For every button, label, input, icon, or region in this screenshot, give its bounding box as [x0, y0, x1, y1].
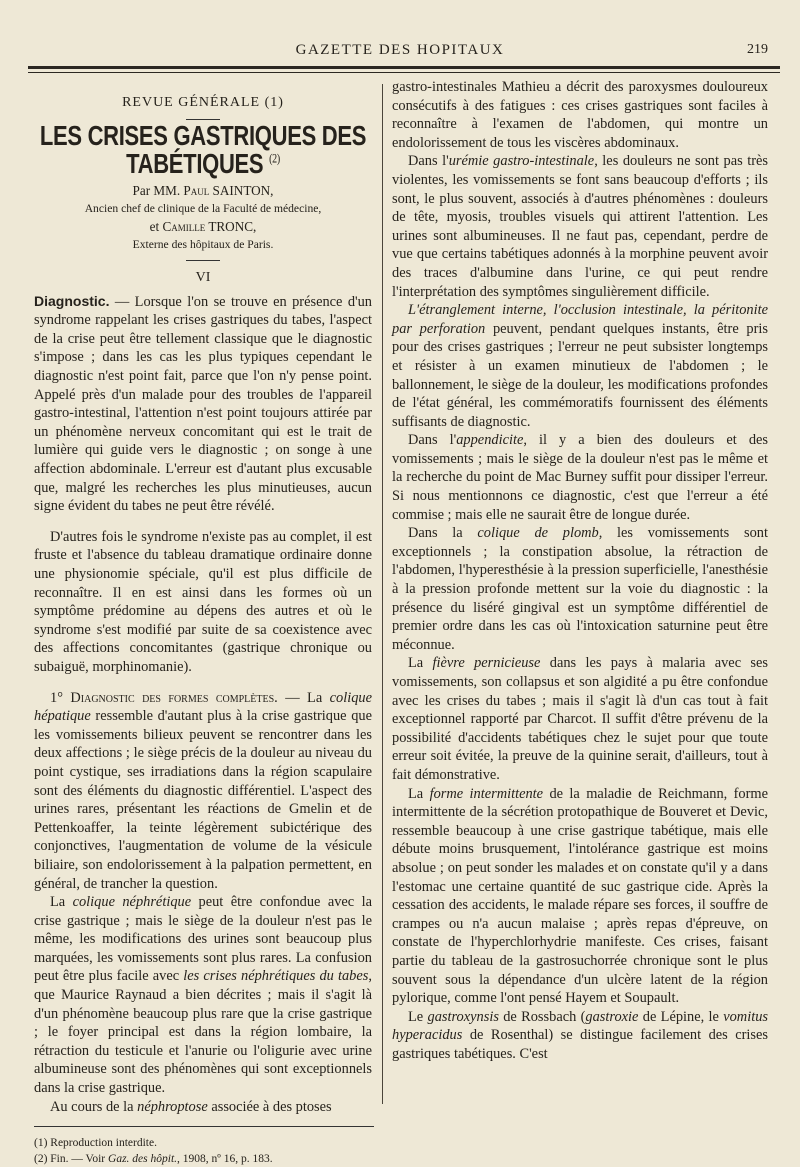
section-kicker: REVUE GÉNÉRALE (1): [122, 95, 284, 110]
text-span: (2) Fin. — Voir: [34, 1153, 109, 1166]
text-span: Au cours de la: [50, 1098, 138, 1115]
text-span: La: [408, 655, 433, 672]
paragraph-diagnostic: [34, 292, 372, 516]
term-forme-intermittente: forme intermittente: [429, 785, 544, 802]
text-span: La: [408, 785, 430, 802]
term-crises-nephretiques: les crises néphrétiques du tabes: [183, 968, 369, 985]
footnote-1: (1) Reproduction interdite.: [34, 1137, 157, 1150]
journal-ref: Gaz. des hôpit.: [108, 1153, 178, 1166]
paragraph-fievre: [392, 654, 768, 784]
paragraph-forme-intermittente: [392, 785, 768, 1008]
term-vomitus: vomitus hyperacidus: [392, 1008, 768, 1044]
text-span: peuvent, pendant quelques instants, être pris pour des crises gastriques ; l'erreur ne peut subsister longtemps et résister à un examen minutieux de l'abdomen ; le ballonnement, le siège de la douleur, les modifications profondes de l'état général, les commémoratifs fournissent des éléments suffisants de diagnostic.: [392, 320, 768, 430]
paragraph-diagnostic-text: — Lorsque l'on se trouve en présence d'un syndrome rappelant les crises gastriques du tabes, l'aspect de la crise peut être tellement classique que le diagnostic s'impose ; dans les cas les plus typiques cependant le diagnostic n'est point fait, parce que l'on n'y pense point. Appelé près d'un malade pour des troubles de l'appareil gastro-intestinal, l'attention n'est point toujours attirée par un phénomène nerveux concomitant qui est le trait de lumière qui guide vers le diagnostic ; on songe à une affection abdominale. L'erreur est d'autant plus excusable que, malgré les recherches les plus minutieuses, aucun signe évident du tabes ne peut être révélé.: [34, 293, 372, 515]
section-rule: [186, 260, 220, 261]
author-1-prefix: Par MM.: [132, 183, 184, 199]
column-divider: [382, 84, 383, 1104]
text-span: de Rossbach (: [498, 1008, 586, 1025]
term-fievre-pernicieuse: fièvre pernicieuse: [432, 655, 541, 672]
term-uremie: urémie gastro-intestinale: [448, 153, 595, 170]
article-title: [34, 119, 372, 179]
page-header: [0, 40, 800, 64]
paragraph-gastroxynsis: [392, 1008, 768, 1064]
text-span: ressemble d'autant plus à la crise gastrique que les vomissements bilieux peuvent se rencontrer dans les deux affections ; le siège précis de la douleur au niveau du point cystique, ses irradiations dans la région scapulaire sont des éléments du diagnostic différentiel. L'aspect des urines rares, présentant les réactions de Gmelin et de Pettenkoaffer, la teinte légèrement subictérique des conjonctives, l'augmentation de volume de la vésicule biliaire, son endolorissement à la palpation permettent, en général, de trancher la question.: [34, 708, 372, 892]
text-span: de la maladie de Reichmann, forme intermittente de la sécrétion protopathique de Bouveret et Devic, ressemble beaucoup à une crise gastrique tabétique, mais elle débute moins brusquement, l'intolérance gastrique est moins absolue ; on peut sonder les malades et on constate qu'il y a dans l'estomac une certaine quantité de suc gastrique cide. Après la cessation des accidents, le malade répare ses forces, il souffre de crampes ou n'a aucun malaise ; après repas d'épreuve, on constate de l'hyperchlorhydrie manifeste. Ces crises, faisant partie du tableau de la gastrosuchorrée chronique sont le plus souvent sous la dépendance d'un ulcère latent de la région pylorique, comme l'ont pensé Hayem et Soupault.: [392, 785, 768, 1007]
text-span: , les douleurs ne sont pas très violentes, les vomissements se font sans beaucoup d'efforts ; ils sont, le plus souvent, associés à d'autres phénomènes : douleurs de tête, myosis, troubles visuels qui attirent l'attention. Les urines sont albumineuses. Il ne faut pas, cependant, perdre de vue que certains tabétiques adonnés à la morphine peuvent avoir des traces d'albumine dans l'urine, ce qui peut rendre l'interprétation des symptômes singulièrement difficile.: [392, 153, 769, 300]
paragraph-colique-nephretique: [34, 893, 372, 1098]
text-span: , que Maurice Raynaud a bien décrites ; mais il s'agit là d'un phénomène beaucoup plus rare que la crise gastrique ; le foyer principal est dans la région lombaire, la rétraction du testicule et l'anurie ou l'oligurie avec urine albumineuse sont des phénomènes qui sont exceptionnels dans la crise gastrique.: [34, 968, 372, 1097]
paragraph-appendicite: [392, 431, 768, 524]
text-span: , 1908, nº 16, p. 183.: [177, 1153, 273, 1166]
text-span: — La: [277, 689, 330, 706]
text-span: Le: [408, 1008, 428, 1025]
left-column: [34, 80, 372, 1167]
text-span: de Lépine, le: [638, 1008, 724, 1025]
author-1-rank: Ancien chef de clinique de la Faculté de médecine,: [84, 202, 322, 216]
paragraph-etranglement: [392, 301, 768, 431]
runin-diagnostic: Diagnostic.: [34, 292, 110, 309]
right-column: [392, 78, 768, 1063]
text-span: de Rosenthal) se distingue facilement des crises gastriques tabétiques. C'est: [392, 1027, 768, 1062]
term-gastroxie: gastroxie: [585, 1008, 639, 1025]
paragraph-formes-completes: [34, 689, 372, 894]
title-footnote-ref: (2): [269, 151, 280, 166]
paragraph-nephroptose: [34, 1098, 372, 1117]
term-nephroptose: néphroptose: [137, 1098, 208, 1115]
text-span: Dans la: [408, 525, 478, 542]
article-title-text: LES CRISES GASTRIQUES DES TABÉTIQUES: [39, 119, 367, 179]
text-span: dans les pays à malaria avec ses vomissements, son collapsus et son algidité a pu être confondue avec les crises du tabes ; mais il s'agit là d'un cas tout à fait exceptionnel rapporté par Charcot. Il suffit d'être prévenu de la possibilité d'accidents tabétiques chez le sujet pour que toute erreur soit évitée, la preuve de la quinine serait, d'ailleurs, tout à fait démonstrative.: [392, 655, 769, 783]
term-etranglement: L'étranglement interne, l'occlusion intestinale, la péritonite par perforation: [392, 302, 768, 337]
text-span: , il y a bien des douleurs et des vomissements ; mais le siège de la douleur n'est pas le même et la recherche du point de Mac Burney suffit pour dissiper l'erreur. Si nous mentionnons ce diagnostic, c'est que l'erreur a été commise ; mais elle ne saurait être de longue durée.: [392, 432, 769, 523]
text-span: associée à des ptoses: [207, 1098, 332, 1115]
footnote-rule: [34, 1126, 374, 1127]
header-rule-thick: [28, 66, 780, 69]
subhead-formes-completes: 1° Diagnostic des formes complètes.: [50, 689, 278, 706]
paragraph-uremie: [392, 152, 768, 301]
author-2-prefix: et: [149, 219, 163, 235]
header-rule-thin: [28, 72, 780, 73]
paragraph-colique-plomb: [392, 524, 768, 654]
author-1: [34, 182, 372, 200]
running-title: GAZETTE DES HOPITAUX: [295, 42, 505, 58]
author-2-name: Camille TRONC,: [162, 219, 257, 235]
text-span: Dans l': [408, 153, 449, 170]
text-span: Dans l': [408, 432, 457, 449]
page-number: 219: [747, 42, 768, 57]
term-gastroxynsis: gastroxynsis: [427, 1008, 499, 1025]
text-span: peut être confondue avec la crise gastrique ; mais le siège de la douleur n'est pas le même, les modifications des urines sont beaucoup plus marquées, les vomissements sont plus rares. La confusion peut être plus facile avec: [34, 894, 372, 985]
paragraph-fruste: D'autres fois le syndrome n'existe pas au complet, il est fruste et l'absence du tableau dramatique ordinaire donne une physionomie spéciale, qu'il est plus difficile de reconnaître. Il en est ainsi dans les formes où un symptôme prédomine au dépens des autres et où le syndrome s'est modifié par suite de sa coexistence avec des affections concomitantes (gastrique chronique ou subaiguë, morphinomanie).: [34, 528, 372, 675]
text-span: La: [50, 894, 73, 911]
author-1-name: Paul SAINTON,: [183, 183, 274, 199]
author-2: [34, 218, 372, 236]
term-colique-plomb: colique de plomb: [477, 525, 599, 542]
footnote-2: [34, 1151, 372, 1167]
section-number: VI: [195, 270, 211, 286]
text-span: , les vomissements sont exceptionnels ; la constipation absolue, la rétraction de l'abdomen, l'hyperesthésie à la pression superficielle, l'anesthésie à la pression profonde mettent sur la voie du diagnostic : la présence du liséré gingival est un symptôme différentiel de premier ordre dans les cas où l'intoxication saturnine peut être méconnue.: [392, 525, 768, 653]
term-colique-nephretique: colique néphrétique: [72, 894, 192, 911]
term-colique-hepatique: colique hépatique: [34, 689, 372, 725]
paragraph-mathieu: gastro-intestinales Mathieu a décrit des paroxysmes douloureux consécutifs à des fatigues : ces crises gastriques sont faciles à reconnaître à l'examen de l'abdomen, qui montre un endolorissement de tous les viscères abdominaux.: [392, 79, 768, 151]
author-2-rank: Externe des hôpitaux de Paris.: [132, 238, 274, 252]
term-appendicite: appendicite: [456, 432, 524, 449]
